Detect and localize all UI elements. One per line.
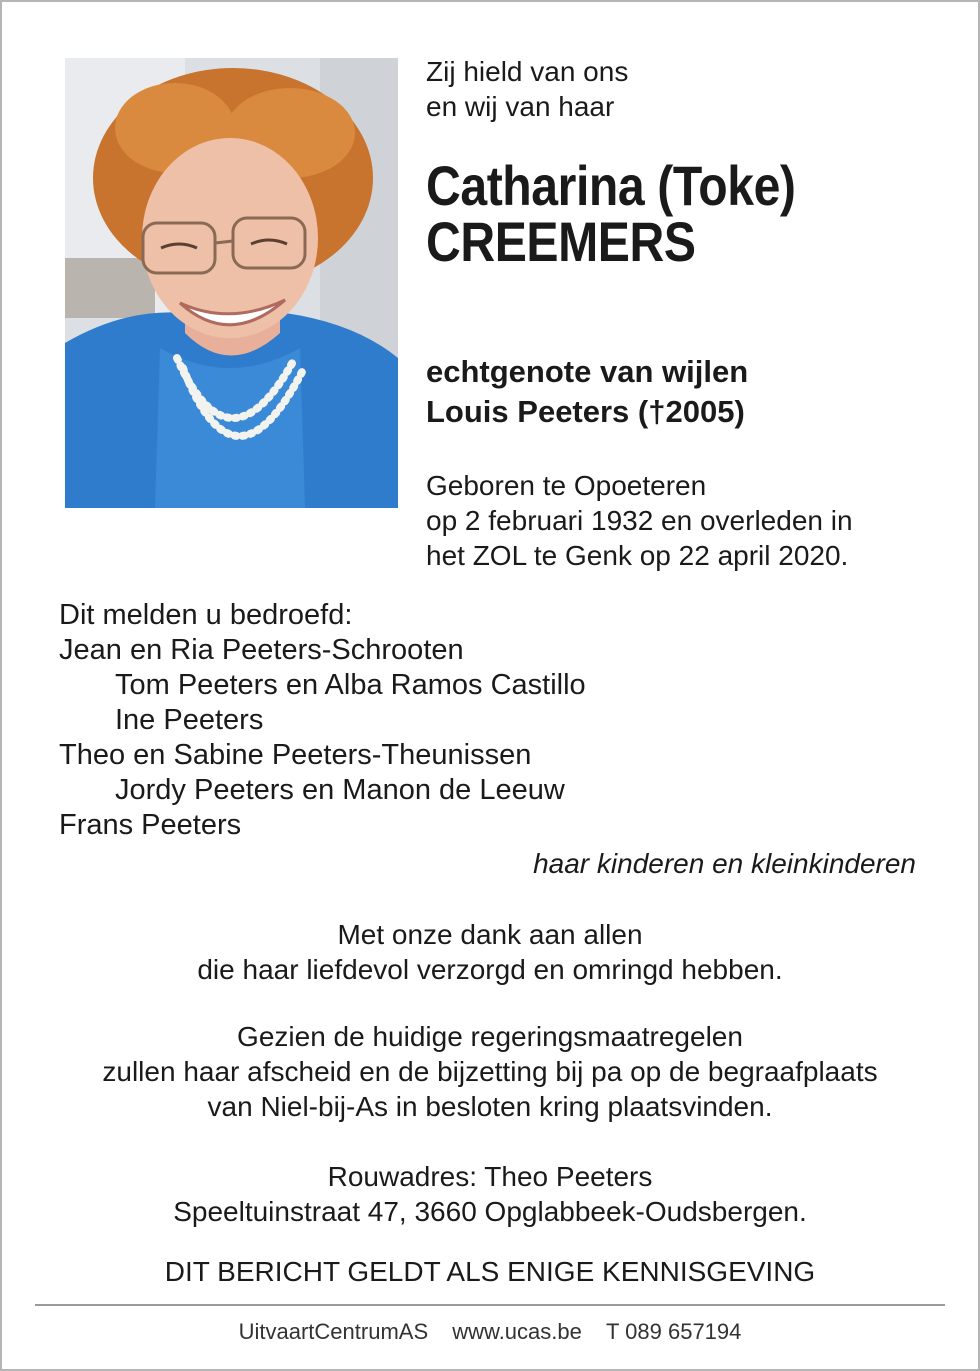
deceased-surname: CREEMERS (426, 210, 696, 273)
life-line: het ZOL te Genk op 22 april 2020. (426, 540, 849, 571)
mourning-address (0, 1159, 980, 1229)
official-notice: DIT BERICHT GELDT ALS ENIGE KENNISGEVING (164, 1256, 816, 1287)
mourner-line: Tom Peeters en Alba Ramos Castillo (115, 669, 586, 701)
motto (426, 54, 628, 124)
mourners-signature: haar kinderen en kleinkinderen (533, 848, 916, 879)
funeral-notice (0, 1019, 980, 1124)
mourner-line: Jordy Peeters en Manon de Leeuw (115, 774, 565, 806)
spouse-line: echtgenote van wijlen (426, 354, 749, 389)
thanks-text (0, 917, 980, 987)
address-line: Speeltuinstraat 47, 3660 Opglabbeek-Oudsbergen. (173, 1196, 807, 1227)
mourners-intro: Dit melden u bedroefd: (59, 599, 353, 631)
portrait-photo (65, 58, 398, 508)
mourners-list (59, 598, 586, 843)
notice-line: zullen haar afscheid en de bijzetting bij pa op de begraafplaats (102, 1056, 878, 1087)
deceased-first-name: Catharina (Toke) (426, 154, 796, 217)
mourner-line: Frans Peeters (59, 809, 242, 841)
life-dates (426, 468, 853, 573)
mourner-line: Theo en Sabine Peeters-Theunissen (59, 739, 532, 771)
thanks-line: die haar liefdevol verzorgd en omringd hebben. (197, 954, 783, 985)
notice-line: Gezien de huidige regeringsmaatregelen (237, 1021, 743, 1052)
mourner-line: Jean en Ria Peeters-Schrooten (59, 634, 464, 666)
notice-line: van Niel-bij-As in besloten kring plaatsvinden. (207, 1091, 773, 1122)
spouse-line: Louis Peeters (†2005) (426, 394, 745, 429)
mourner-line: Ine Peeters (115, 704, 264, 736)
footer-website[interactable]: www.ucas.be (452, 1319, 582, 1344)
life-line: op 2 februari 1932 en overleden in (426, 505, 853, 536)
life-line: Geboren te Opoeteren (426, 470, 707, 501)
footer (0, 1317, 980, 1347)
motto-line: Zij hield van ons (426, 56, 629, 87)
deceased-name (426, 154, 796, 273)
footer-phone: T 089 657194 (606, 1319, 742, 1344)
address-line: Rouwadres: Theo Peeters (327, 1161, 653, 1192)
footer-divider (35, 1304, 945, 1306)
spouse-info (426, 352, 748, 432)
motto-line: en wij van haar (426, 91, 615, 122)
footer-company: UitvaartCentrumAS (238, 1319, 429, 1344)
thanks-line: Met onze dank aan allen (337, 919, 643, 950)
